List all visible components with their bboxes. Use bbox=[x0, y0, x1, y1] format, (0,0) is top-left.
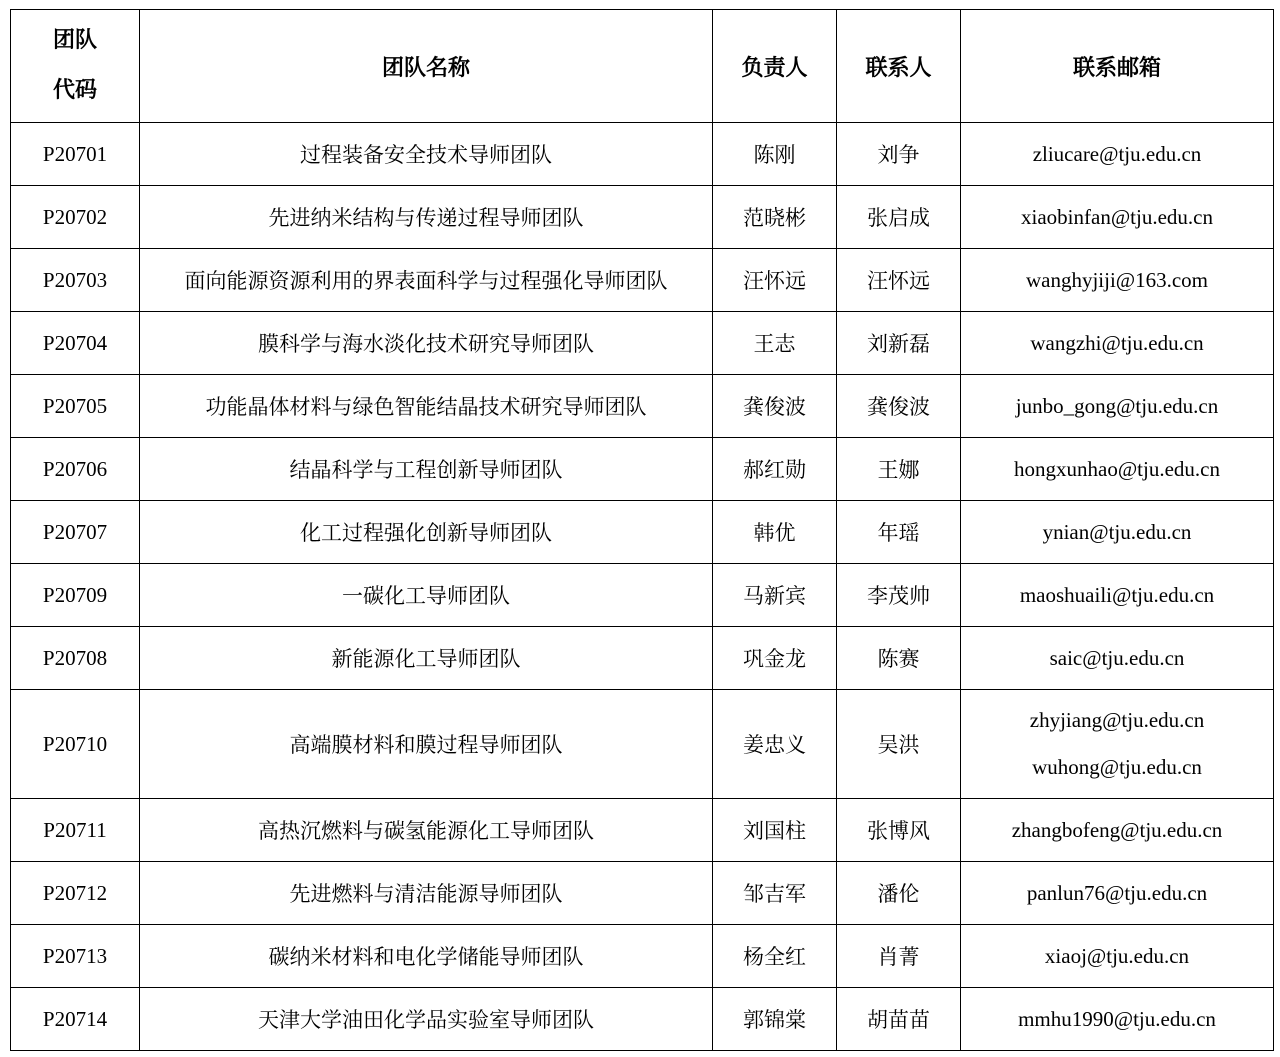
email-cell bbox=[961, 249, 1274, 312]
email-address: panlun76@tju.edu.cn bbox=[1026, 880, 1208, 905]
team-name-cell: 天津大学油田化学品实验室导师团队 bbox=[140, 988, 713, 1051]
leader-cell: 郝红勋 bbox=[713, 438, 837, 501]
email-address: mmhu1990@tju.edu.cn bbox=[1018, 1006, 1216, 1031]
team-code-cell: P20702 bbox=[11, 186, 140, 249]
email-cell bbox=[961, 690, 1274, 799]
team-name-cell: 面向能源资源利用的界表面科学与过程强化导师团队 bbox=[140, 249, 713, 312]
contact-cell: 王娜 bbox=[837, 438, 961, 501]
table-row bbox=[11, 627, 1274, 690]
email-cell bbox=[961, 862, 1274, 925]
team-name-cell: 新能源化工导师团队 bbox=[140, 627, 713, 690]
email-cell bbox=[961, 438, 1274, 501]
table-row bbox=[11, 862, 1274, 925]
email-address: zliucare@tju.edu.cn bbox=[1032, 141, 1202, 166]
email-address: hongxunhao@tju.edu.cn bbox=[1014, 456, 1220, 481]
table-row bbox=[11, 501, 1274, 564]
team-code-cell: P20711 bbox=[11, 799, 140, 862]
leader-cell: 杨全红 bbox=[713, 925, 837, 988]
team-name-cell: 碳纳米材料和电化学储能导师团队 bbox=[140, 925, 713, 988]
contact-cell: 张博风 bbox=[837, 799, 961, 862]
contact-cell: 年瑶 bbox=[837, 501, 961, 564]
header-contact: 联系人 bbox=[837, 10, 961, 123]
table-row bbox=[11, 375, 1274, 438]
contact-cell: 胡苗苗 bbox=[837, 988, 961, 1051]
leader-cell: 巩金龙 bbox=[713, 627, 837, 690]
email-address: zhyjiang@tju.edu.cn bbox=[1029, 708, 1205, 732]
team-name-cell: 过程装备安全技术导师团队 bbox=[140, 123, 713, 186]
email-cell bbox=[961, 799, 1274, 862]
contact-cell: 潘伦 bbox=[837, 862, 961, 925]
team-code-cell: P20707 bbox=[11, 501, 140, 564]
email-address: ynian@tju.edu.cn bbox=[1042, 519, 1192, 544]
table-header-row bbox=[11, 10, 1274, 123]
team-name-cell: 功能晶体材料与绿色智能结晶技术研究导师团队 bbox=[140, 375, 713, 438]
team-code-cell: P20706 bbox=[11, 438, 140, 501]
contact-cell: 刘新磊 bbox=[837, 312, 961, 375]
table-row bbox=[11, 799, 1274, 862]
team-code-cell: P20714 bbox=[11, 988, 140, 1051]
header-leader: 负责人 bbox=[713, 10, 837, 123]
leader-cell: 刘国柱 bbox=[713, 799, 837, 862]
leader-cell: 郭锦棠 bbox=[713, 988, 837, 1051]
team-code-cell: P20712 bbox=[11, 862, 140, 925]
table-row bbox=[11, 988, 1274, 1051]
leader-cell: 汪怀远 bbox=[713, 249, 837, 312]
contact-cell: 李茂帅 bbox=[837, 564, 961, 627]
contact-cell: 陈赛 bbox=[837, 627, 961, 690]
team-name-cell: 膜科学与海水淡化技术研究导师团队 bbox=[140, 312, 713, 375]
email-address: junbo_gong@tju.edu.cn bbox=[1015, 393, 1219, 418]
team-name-cell: 结晶科学与工程创新导师团队 bbox=[140, 438, 713, 501]
header-code-line1: 团队 bbox=[52, 28, 97, 53]
email-cell bbox=[961, 988, 1274, 1051]
leader-cell: 姜忠义 bbox=[713, 690, 837, 799]
leader-cell: 韩优 bbox=[713, 501, 837, 564]
contact-cell: 刘争 bbox=[837, 123, 961, 186]
team-code-cell: P20703 bbox=[11, 249, 140, 312]
table-row bbox=[11, 925, 1274, 988]
email-address: wanghyjiji@163.com bbox=[1025, 267, 1209, 292]
email-cell bbox=[961, 564, 1274, 627]
table-row bbox=[11, 186, 1274, 249]
team-name-cell: 高热沉燃料与碳氢能源化工导师团队 bbox=[140, 799, 713, 862]
email-address: wuhong@tju.edu.cn bbox=[1032, 755, 1202, 779]
email-cell bbox=[961, 925, 1274, 988]
team-code-cell: P20708 bbox=[11, 627, 140, 690]
table-row bbox=[11, 123, 1274, 186]
team-code-cell: P20710 bbox=[11, 690, 140, 799]
header-code-line2: 代码 bbox=[52, 78, 97, 103]
email-address: maoshuaili@tju.edu.cn bbox=[1019, 582, 1215, 607]
leader-cell: 龚俊波 bbox=[713, 375, 837, 438]
team-code-cell: P20713 bbox=[11, 925, 140, 988]
leader-cell: 范晓彬 bbox=[713, 186, 837, 249]
team-name-cell: 化工过程强化创新导师团队 bbox=[140, 501, 713, 564]
email-cell bbox=[961, 312, 1274, 375]
leader-cell: 邹吉军 bbox=[713, 862, 837, 925]
header-team-name: 团队名称 bbox=[140, 10, 713, 123]
leader-cell: 马新宾 bbox=[713, 564, 837, 627]
team-name-cell: 高端膜材料和膜过程导师团队 bbox=[140, 690, 713, 799]
email-cell bbox=[961, 501, 1274, 564]
email-cell bbox=[961, 375, 1274, 438]
team-table bbox=[10, 9, 1274, 1051]
table-row bbox=[11, 690, 1274, 799]
email-cell bbox=[961, 627, 1274, 690]
contact-cell: 龚俊波 bbox=[837, 375, 961, 438]
email-address: saic@tju.edu.cn bbox=[1049, 645, 1185, 670]
email-address: wangzhi@tju.edu.cn bbox=[1030, 330, 1204, 355]
table-body bbox=[11, 123, 1274, 1051]
table-row bbox=[11, 438, 1274, 501]
contact-cell: 吴洪 bbox=[837, 690, 961, 799]
table-row bbox=[11, 312, 1274, 375]
team-code-cell: P20701 bbox=[11, 123, 140, 186]
leader-cell: 陈刚 bbox=[713, 123, 837, 186]
team-name-cell: 一碳化工导师团队 bbox=[140, 564, 713, 627]
team-code-cell: P20705 bbox=[11, 375, 140, 438]
team-code-cell: P20704 bbox=[11, 312, 140, 375]
table-row bbox=[11, 249, 1274, 312]
header-team-code bbox=[11, 10, 140, 123]
contact-cell: 肖菁 bbox=[837, 925, 961, 988]
team-name-cell: 先进燃料与清洁能源导师团队 bbox=[140, 862, 713, 925]
contact-cell: 张启成 bbox=[837, 186, 961, 249]
contact-cell: 汪怀远 bbox=[837, 249, 961, 312]
email-address: xiaobinfan@tju.edu.cn bbox=[1021, 204, 1213, 229]
email-address: zhangbofeng@tju.edu.cn bbox=[1011, 817, 1223, 842]
team-name-cell: 先进纳米结构与传递过程导师团队 bbox=[140, 186, 713, 249]
email-address: xiaoj@tju.edu.cn bbox=[1044, 943, 1190, 968]
email-cell bbox=[961, 123, 1274, 186]
header-email: 联系邮箱 bbox=[961, 10, 1274, 123]
table-row bbox=[11, 564, 1274, 627]
team-code-cell: P20709 bbox=[11, 564, 140, 627]
leader-cell: 王志 bbox=[713, 312, 837, 375]
email-cell bbox=[961, 186, 1274, 249]
